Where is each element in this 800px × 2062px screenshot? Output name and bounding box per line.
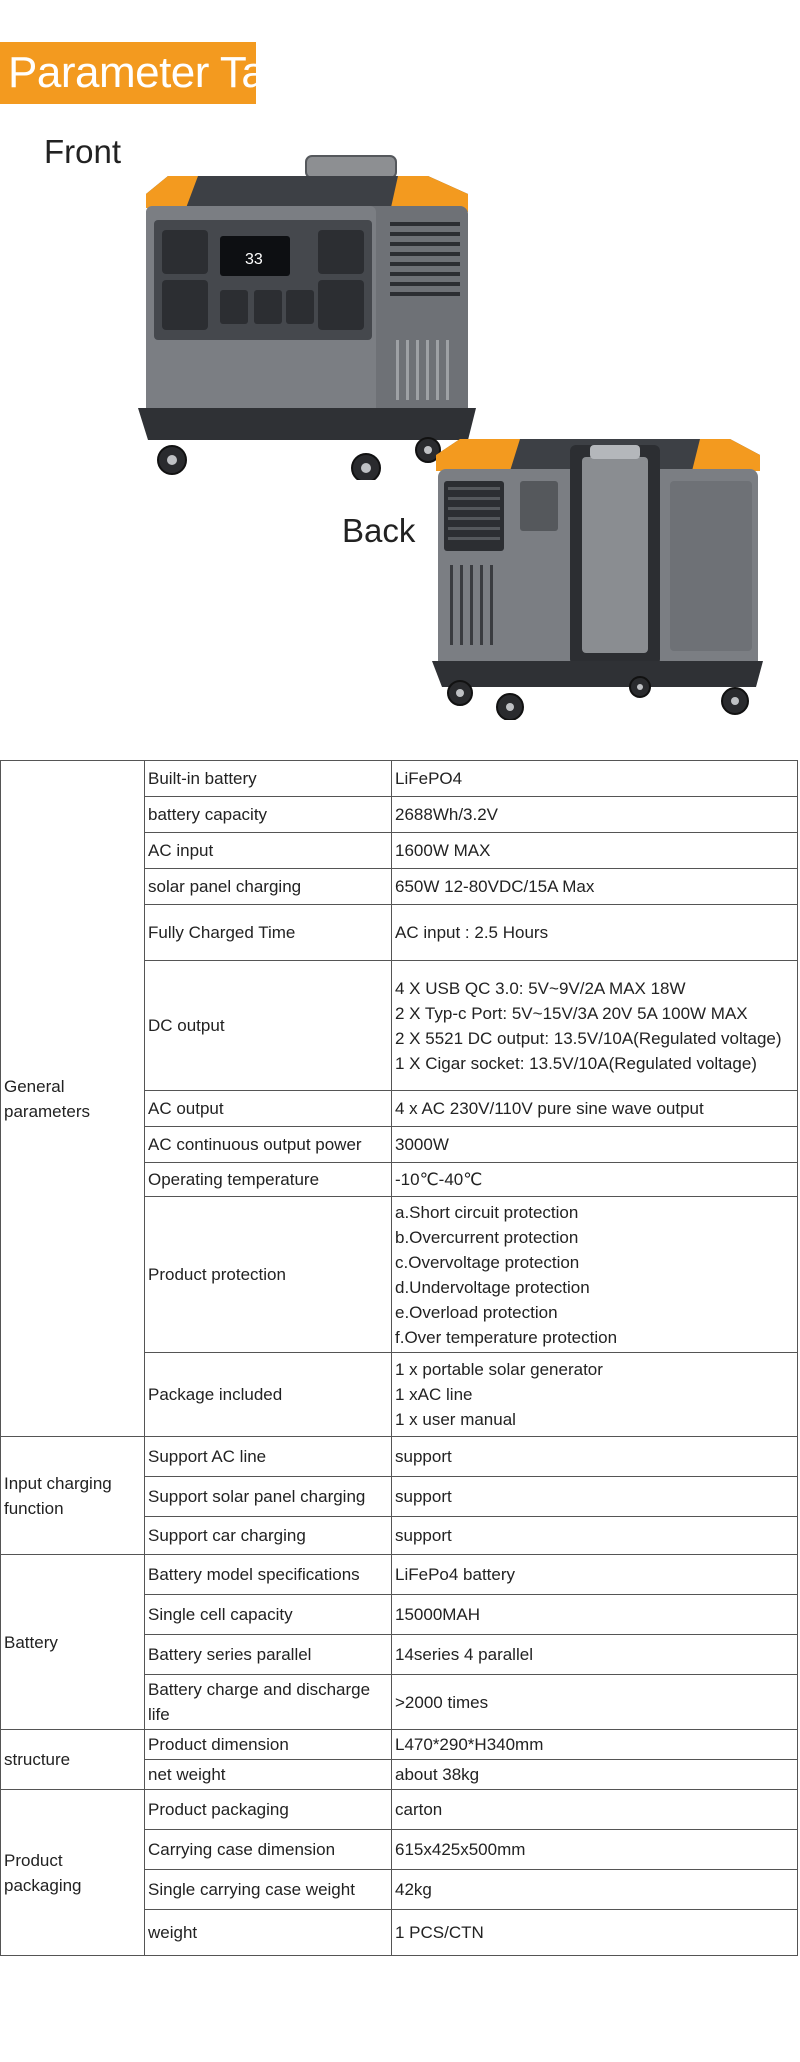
group-label: Battery bbox=[1, 1555, 145, 1730]
parameter-value bbox=[392, 1635, 798, 1675]
parameter-value bbox=[392, 761, 798, 797]
value-line: LiFePO4 bbox=[395, 769, 463, 788]
group-label: Product packaging bbox=[1, 1790, 145, 1956]
table-row bbox=[1, 761, 798, 797]
parameter-name: Product protection bbox=[145, 1197, 392, 1353]
value-line: support bbox=[395, 1487, 452, 1506]
parameter-value bbox=[392, 869, 798, 905]
group-label: Input charging function bbox=[1, 1437, 145, 1555]
parameter-name: Carrying case dimension bbox=[145, 1830, 392, 1870]
value-line: LiFePo4 battery bbox=[395, 1565, 516, 1584]
parameter-value bbox=[392, 1595, 798, 1635]
parameter-name: DC output bbox=[145, 961, 392, 1091]
parameter-value bbox=[392, 1477, 798, 1517]
table-row bbox=[1, 1790, 798, 1830]
parameter-table bbox=[0, 760, 798, 1956]
value-line: 14series 4 parallel bbox=[395, 1645, 533, 1664]
parameter-name: solar panel charging bbox=[145, 869, 392, 905]
parameter-name: net weight bbox=[145, 1760, 392, 1790]
value-line: f.Over temperature protection bbox=[395, 1327, 618, 1347]
parameter-name: Product dimension bbox=[145, 1730, 392, 1760]
parameter-name: battery capacity bbox=[145, 797, 392, 833]
value-line: d.Undervoltage protection bbox=[395, 1277, 590, 1297]
value-line: c.Overvoltage protection bbox=[395, 1252, 580, 1272]
value-line: 1 PCS/CTN bbox=[395, 1923, 484, 1942]
parameter-value bbox=[392, 1675, 798, 1730]
parameter-value bbox=[392, 905, 798, 961]
value-line: about 38kg bbox=[395, 1765, 480, 1784]
parameter-value bbox=[392, 961, 798, 1091]
group-label: General parameters bbox=[1, 761, 145, 1437]
value-line: 1 x portable solar generator bbox=[395, 1360, 603, 1379]
page-banner-title: Parameter Table bbox=[0, 42, 256, 104]
table-row bbox=[1, 1555, 798, 1595]
group-label: structure bbox=[1, 1730, 145, 1790]
value-line: L470*290*H340mm bbox=[395, 1735, 544, 1754]
parameter-value bbox=[392, 1555, 798, 1595]
parameter-name: Support car charging bbox=[145, 1517, 392, 1555]
parameter-value bbox=[392, 797, 798, 833]
parameter-name: AC output bbox=[145, 1091, 392, 1127]
value-line: -10℃-40℃ bbox=[395, 1170, 483, 1189]
value-line: a.Short circuit protection bbox=[395, 1202, 579, 1222]
value-line: 1 xAC line bbox=[395, 1385, 473, 1404]
value-line: 1 x user manual bbox=[395, 1410, 516, 1429]
table-row bbox=[1, 1437, 798, 1477]
power-station-back-image bbox=[430, 425, 765, 720]
value-line: 2688Wh/3.2V bbox=[395, 805, 499, 824]
parameter-name: Battery model specifications bbox=[145, 1555, 392, 1595]
parameter-value bbox=[392, 1870, 798, 1910]
value-line: carton bbox=[395, 1800, 443, 1819]
parameter-value bbox=[392, 1127, 798, 1163]
value-line: 2 X Typ-c Port: 5V~15V/3A 20V 5A 100W MAX bbox=[395, 1003, 748, 1023]
value-line: support bbox=[395, 1447, 452, 1466]
parameter-name: Product packaging bbox=[145, 1790, 392, 1830]
value-line: 1600W MAX bbox=[395, 841, 491, 860]
value-line: support bbox=[395, 1526, 452, 1545]
value-line: AC input : 2.5 Hours bbox=[395, 923, 549, 942]
value-line: b.Overcurrent protection bbox=[395, 1227, 579, 1247]
parameter-value bbox=[392, 1830, 798, 1870]
parameter-name: weight bbox=[145, 1910, 392, 1956]
front-view-label: Front bbox=[44, 133, 122, 170]
parameter-value bbox=[392, 1730, 798, 1760]
parameter-value bbox=[392, 1437, 798, 1477]
parameter-name: Battery charge and discharge life bbox=[145, 1675, 392, 1730]
value-line: 615x425x500mm bbox=[395, 1840, 526, 1859]
parameter-value bbox=[392, 1353, 798, 1437]
parameter-name: Support AC line bbox=[145, 1437, 392, 1477]
value-line: 42kg bbox=[395, 1880, 432, 1899]
parameter-value bbox=[392, 1163, 798, 1197]
parameter-name: Battery series parallel bbox=[145, 1635, 392, 1675]
value-line: e.Overload protection bbox=[395, 1302, 558, 1322]
display-reading: 33 bbox=[245, 251, 263, 268]
parameter-value bbox=[392, 1790, 798, 1830]
parameter-name: Package included bbox=[145, 1353, 392, 1437]
parameter-value bbox=[392, 1910, 798, 1956]
value-line: >2000 times bbox=[395, 1692, 489, 1712]
value-line: 4 X USB QC 3.0: 5V~9V/2A MAX 18W bbox=[395, 978, 686, 998]
parameter-value bbox=[392, 833, 798, 869]
parameter-value bbox=[392, 1091, 798, 1127]
value-line: 15000MAH bbox=[395, 1605, 481, 1624]
value-line: 650W 12-80VDC/15A Max bbox=[395, 877, 595, 896]
parameter-name: Fully Charged Time bbox=[145, 905, 392, 961]
value-line: 1 X Cigar socket: 13.5V/10A(Regulated voltage) bbox=[395, 1053, 757, 1073]
parameter-name: Built-in battery bbox=[145, 761, 392, 797]
table-row bbox=[1, 1730, 798, 1760]
value-line: 3000W bbox=[395, 1135, 449, 1154]
parameter-name: Single carrying case weight bbox=[145, 1870, 392, 1910]
parameter-name: Support solar panel charging bbox=[145, 1477, 392, 1517]
value-line: 2 X 5521 DC output: 13.5V/10A(Regulated voltage) bbox=[395, 1028, 782, 1048]
parameter-value bbox=[392, 1760, 798, 1790]
back-view-label: Back bbox=[342, 512, 416, 549]
parameter-value bbox=[392, 1517, 798, 1555]
parameter-name: AC input bbox=[145, 833, 392, 869]
parameter-name: Operating temperature bbox=[145, 1163, 392, 1197]
parameter-name: Single cell capacity bbox=[145, 1595, 392, 1635]
parameter-name: AC continuous output power bbox=[145, 1127, 392, 1163]
value-line: 4 x AC 230V/110V pure sine wave output bbox=[395, 1099, 704, 1118]
parameter-value bbox=[392, 1197, 798, 1353]
